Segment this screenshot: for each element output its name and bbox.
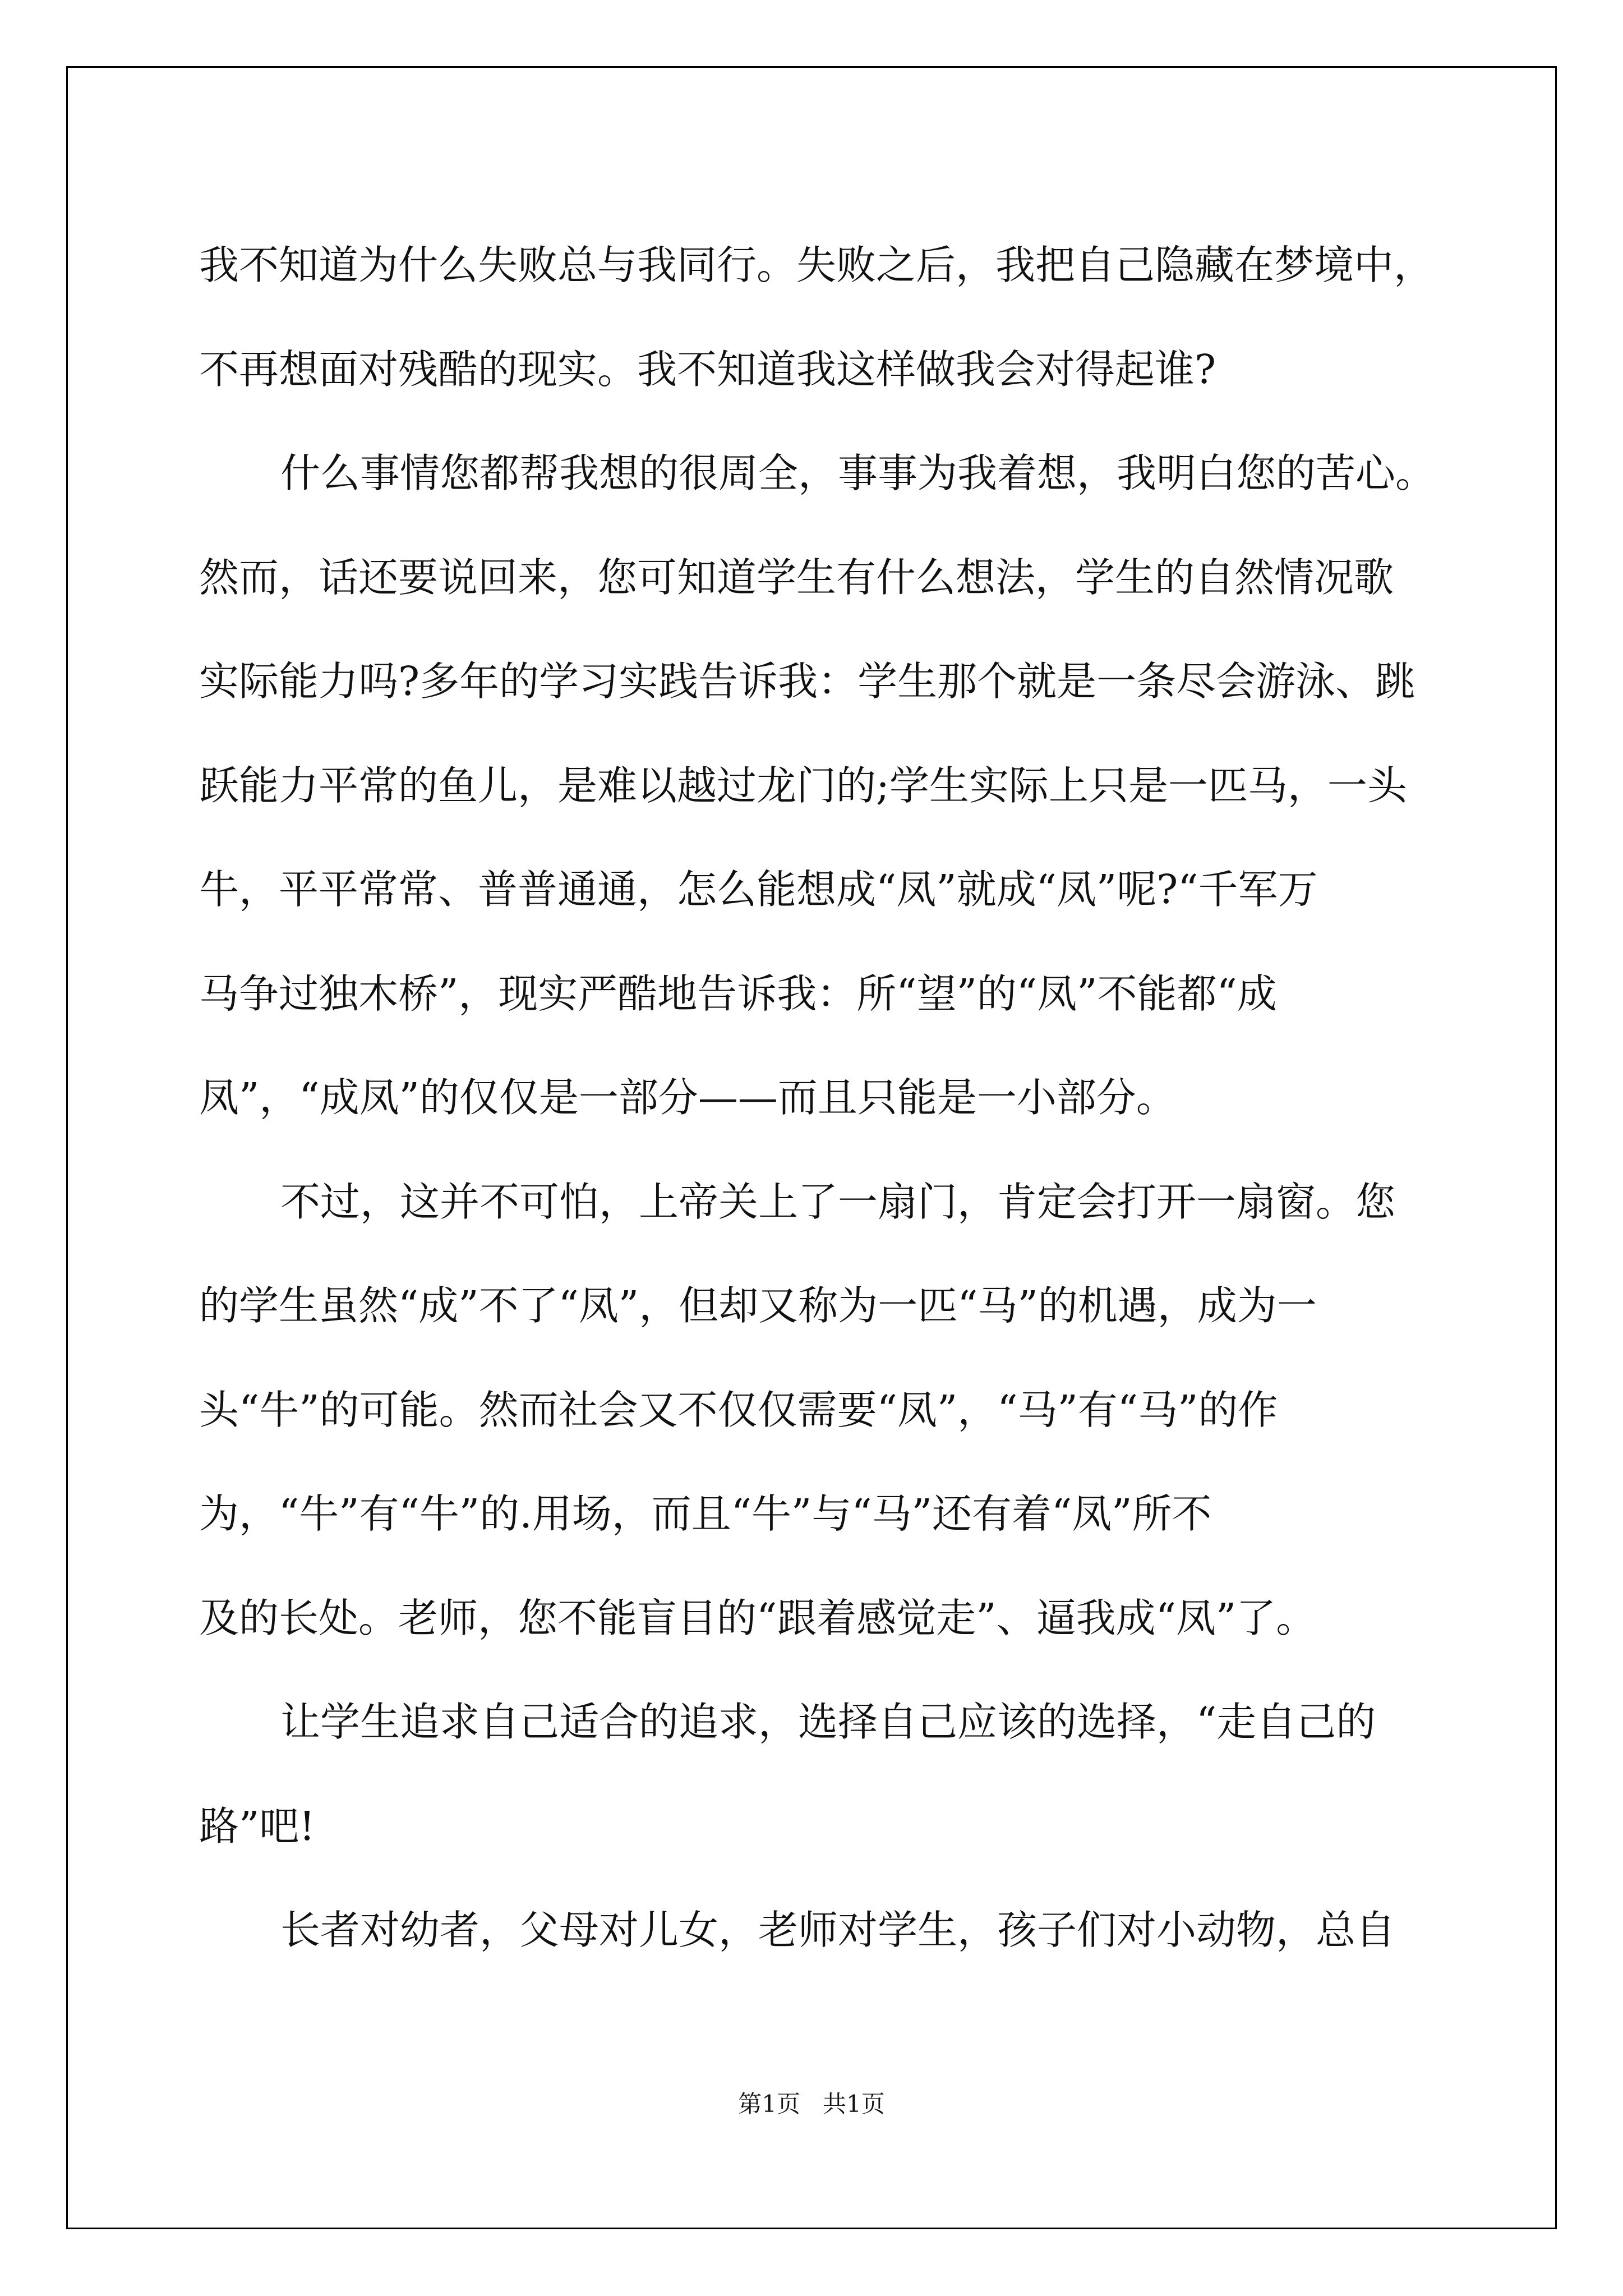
text-line: 实际能力吗?多年的学习实践告诉我：学生那个就是一条尽会游泳、跳: [199, 658, 1415, 705]
text-line: 我不知道为什么失败总与我同行。失败之后，我把自己隐藏在梦境中，: [199, 242, 1434, 288]
text-line: 路”吧!: [199, 1802, 315, 1849]
text-line: 凤”，“成凤”的仅仅是一部分——而且只能是一小部分。: [199, 1074, 1176, 1121]
text-line: 让学生追求自己适合的追求，选择自己应该的选择，“走自己的: [280, 1699, 1376, 1745]
text-line: 牛，平平常常、普普通通，怎么能想成“凤”就成“凤”呢?“千军万: [199, 866, 1318, 913]
text-line: 跃能力平常的鱼儿，是难以越过龙门的;学生实际上只是一匹马，一头: [199, 762, 1407, 809]
document-body: [199, 213, 1436, 1982]
text-line: 什么事情您都帮我想的很周全，事事为我着想，我明白您的苦心。: [280, 450, 1436, 496]
text-line: 然而，话还要说回来，您可知道学生有什么想法，学生的自然情况歌: [199, 554, 1394, 601]
page-footer: 第1页 共1页: [738, 2090, 885, 2118]
text-line: 马争过独木桥”，现实严酷地告诉我：所“望”的“凤”不能都“成: [199, 970, 1277, 1017]
text-line: 头“牛”的可能。然而社会又不仅仅需要“凤”，“马”有“马”的作: [199, 1386, 1278, 1433]
text-line: 不再想面对残酷的现实。我不知道我这样做我会对得起谁?: [199, 346, 1216, 393]
text-line: 长者对幼者，父母对儿女，老师对学生，孩子们对小动物，总自: [280, 1907, 1396, 1953]
text-line: 及的长处。老师，您不能盲目的“跟着感觉走”、逼我成“凤”了。: [199, 1594, 1316, 1641]
text-line: 不过，这并不可怕，上帝关上了一扇门，肯定会打开一扇窗。您: [280, 1178, 1396, 1225]
text-line: 的学生虽然“成”不了“凤”，但却又称为一匹“马”的机遇，成为一: [199, 1282, 1317, 1329]
text-line: 为，“牛”有“牛”的.用场，而且“牛”与“马”还有着“凤”所不: [199, 1490, 1212, 1537]
